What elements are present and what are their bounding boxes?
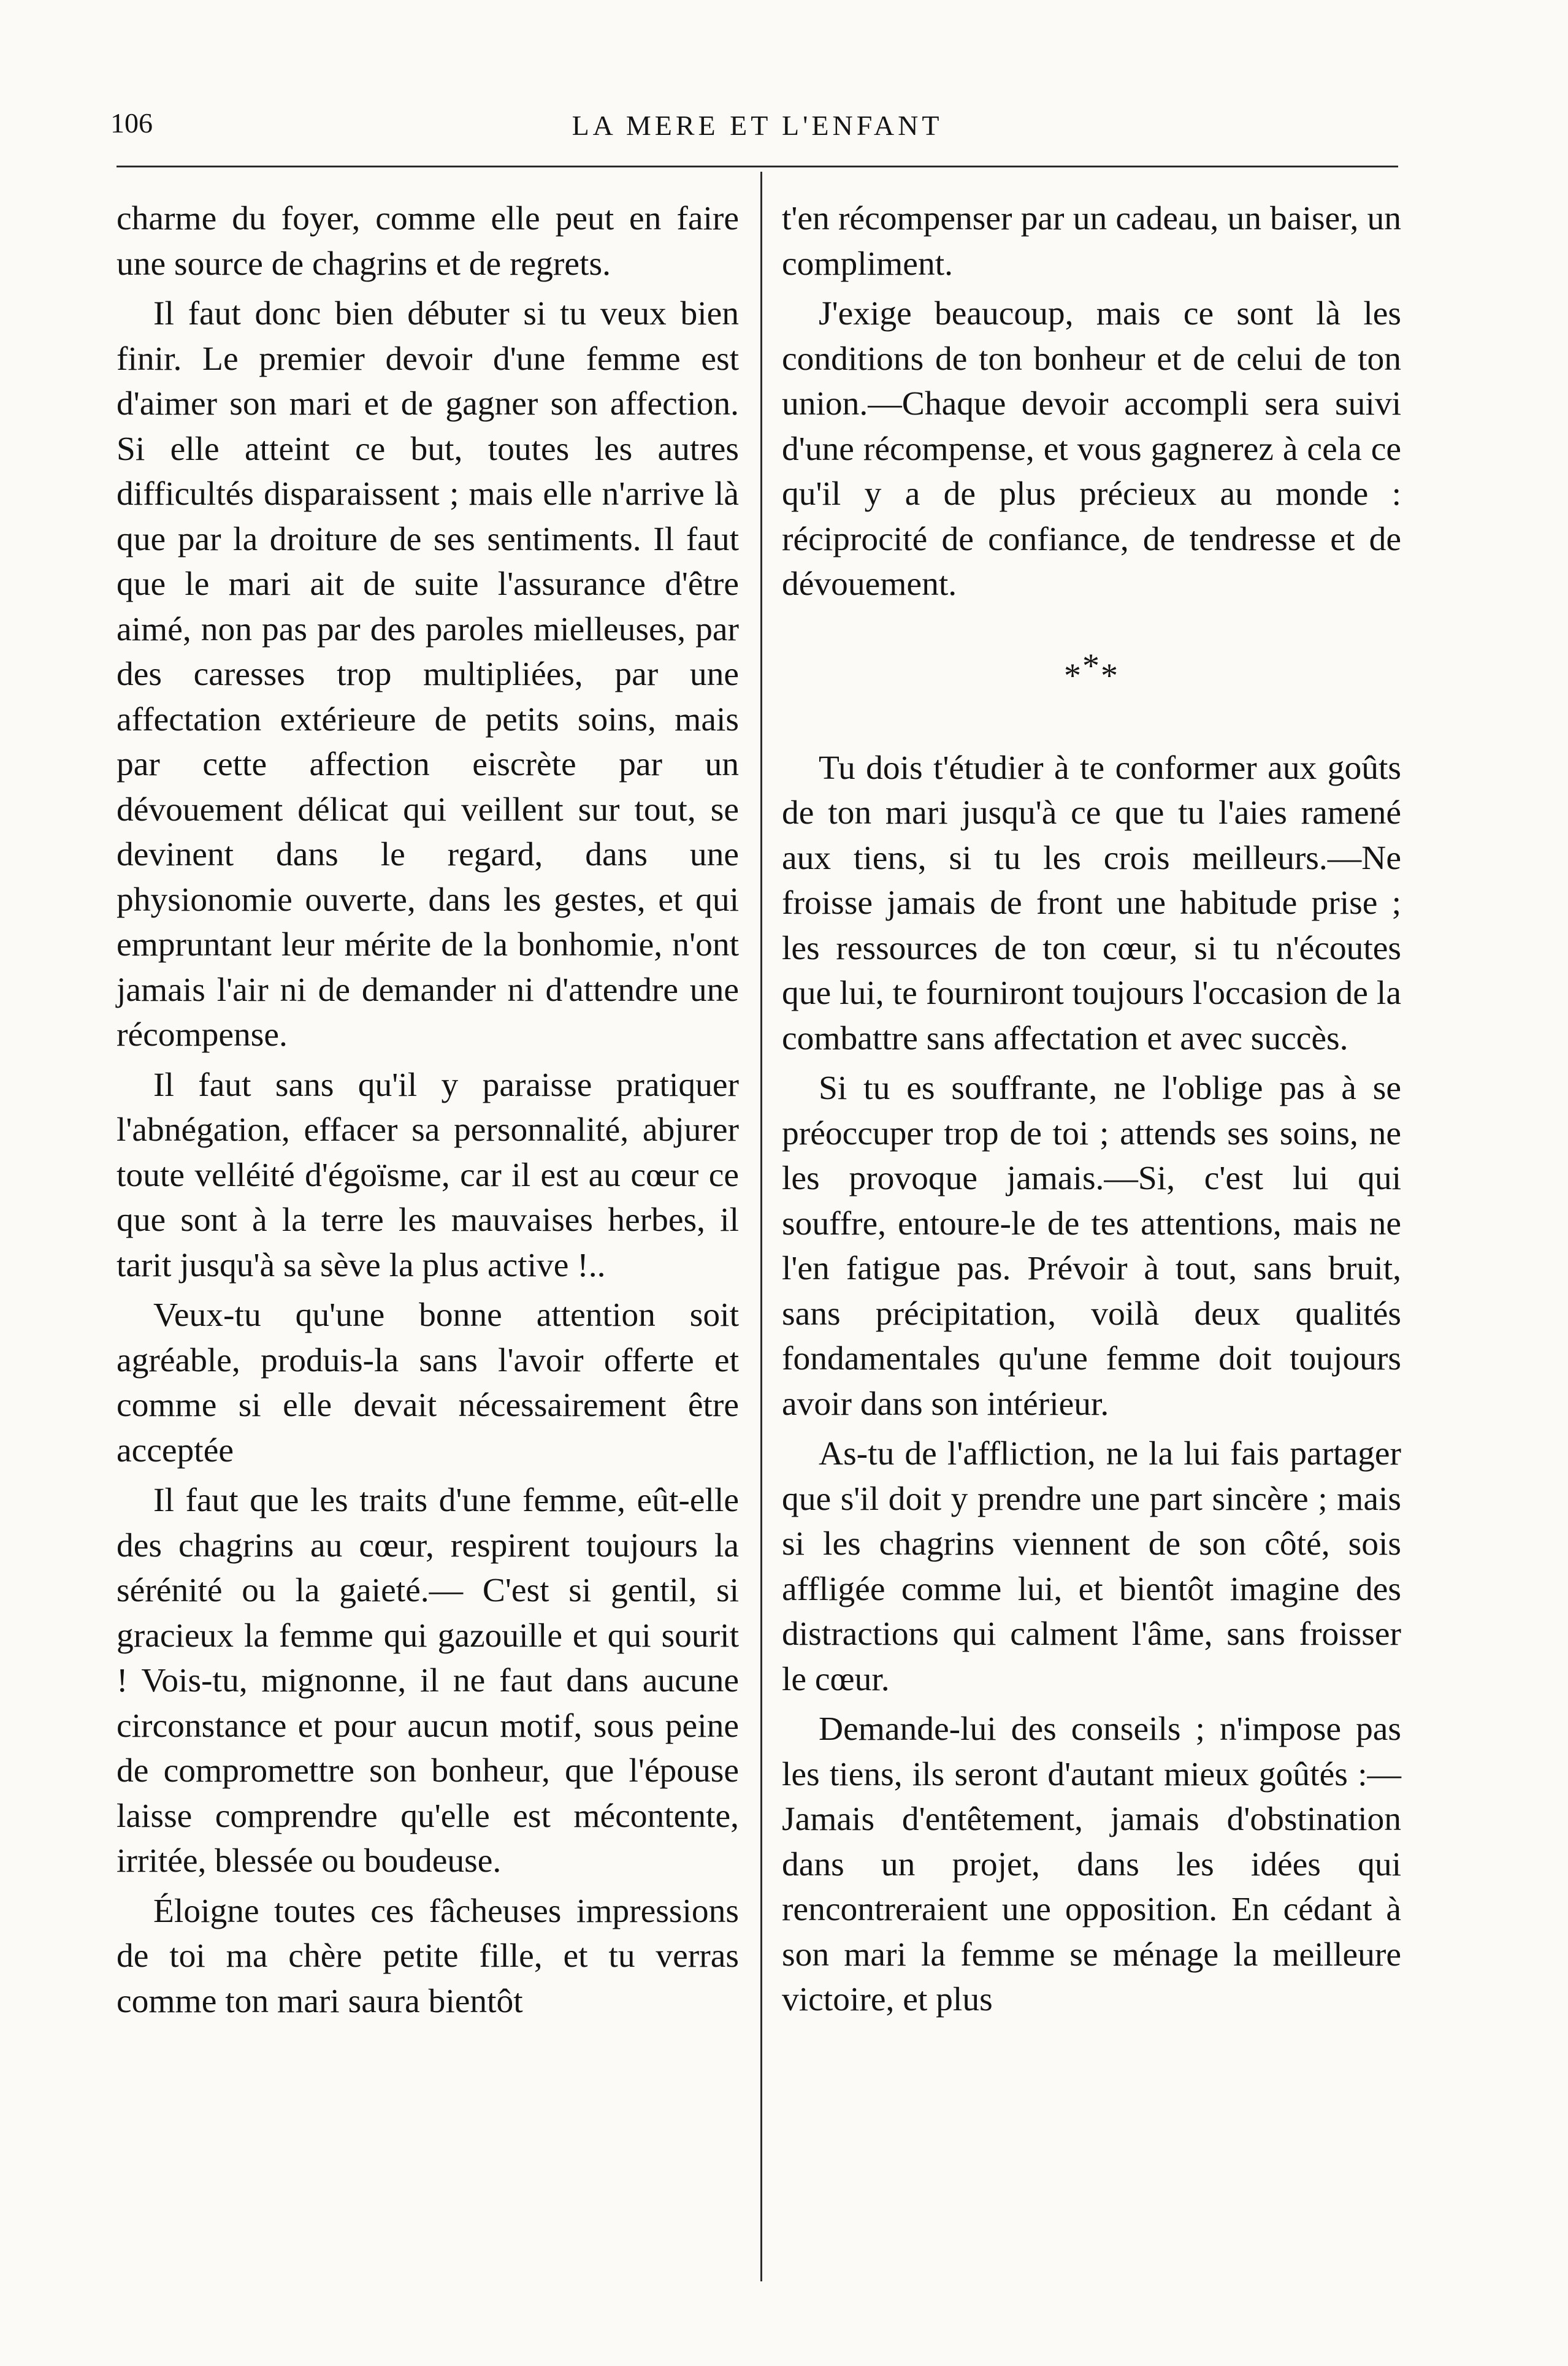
right-column <box>782 196 1401 2027</box>
page-number: 106 <box>110 107 153 139</box>
paragraph: charme du foyer, comme elle peut en faire une source de chagrins et de regrets. <box>117 200 739 283</box>
asterism-separator <box>782 646 1401 695</box>
paragraph: Il faut sans qu'il y paraisse pratiquer l'abnégation, effacer sa personnalité, abjurer toute velléité d'égoïsme, car il est au cœur ce que sont à la terre les mauvaises herbes, il tarit jusqu'à sa sève la plus active !.. <box>117 1066 739 1284</box>
paragraph: t'en récompenser par un cadeau, un baiser, un compliment. <box>782 200 1401 283</box>
separator-star: * <box>1064 656 1082 695</box>
paragraph: Éloigne toutes ces fâcheuses impressions de toi ma chère petite fille, et tu verras comme ton mari saura bientôt <box>117 1892 739 2020</box>
paragraph: As-tu de l'affliction, ne la lui fais partager que s'il doit y prendre une part sincère ; mais si les chagrins viennent de son côté, sois affligée comme lui, et bientôt imagine des distractions qui calment l'âme, sans froisser le cœur. <box>782 1435 1401 1698</box>
paragraph: Veux-tu qu'une bonne attention soit agréable, produis-la sans l'avoir offerte et comme si elle devait nécessairement être acceptée <box>117 1296 739 1469</box>
column-divider <box>760 172 762 2281</box>
page-header <box>110 104 1404 153</box>
paragraph: Demande-lui des conseils ; n'impose pas les tiens, ils seront d'autant mieux goûtés :—Jamais d'entêtement, jamais d'obstination dans un projet, dans les idées qui rencontreraient une opposition. En cédant à son mari la femme se ménage la meilleure victoire, et plus <box>782 1710 1401 2018</box>
paragraph: Il faut que les traits d'une femme, eût-elle des chagrins au cœur, respirent toujours la sérénité ou la gaieté.— C'est si gentil, si gracieux la femme qui gazouille et qui sourit ! Vois-tu, mignonne, il ne faut dans aucune circonstance et pour aucun motif, sous peine de compromettre son bonheur, que l'épouse laisse comprendre qu'elle est mécontente, irritée, blessée ou boudeuse. <box>117 1482 739 1880</box>
paragraph: Il faut donc bien débuter si tu veux bien finir. Le premier devoir d'une femme est d'aimer son mari et de gagner son affection. Si elle atteint ce but, toutes les autres difficultés disparaissent ; mais elle n'arrive là que par la droiture de ses sentiments. Il faut que le mari ait de suite l'assurance d'être aimé, non pas par des paroles mielleuses, par des caresses trop multipliées, par une affectation extérieure de petits soins, mais par cette affection eiscrète par un dévouement délicat qui veillent sur tout, se devinent dans le regard, dans une physionomie ouverte, dans les gestes, et qui empruntant leur mérite de la bonhomie, n'ont jamais l'air ni de demander ni d'attendre une récompense. <box>117 295 739 1054</box>
paragraph: Si tu es souffrante, ne l'oblige pas à se préoccuper trop de toi ; attends ses soins, ne les provoque jamais.—Si, c'est lui qui souffre, entoure-le de tes attentions, mais ne l'en fatigue pas. Prévoir à tout, sans bruit, sans précipitation, voilà deux qualités fondamentales qu'une femme doit toujours avoir dans son intérieur. <box>782 1070 1401 1423</box>
paragraph: J'exige beaucoup, mais ce sont là les conditions de ton bonheur et de celui de ton union.—Chaque devoir accompli sera suivi d'une récompense, et vous gagnerez à cela ce qu'il y a de plus précieux au monde : réciprocité de confiance, de tendresse et de dévouement. <box>782 295 1401 603</box>
paragraph: Tu dois t'étudier à te conformer aux goûts de ton mari jusqu'à ce que tu l'aies ramené aux tiens, si tu les crois meilleurs.—Ne froisse jamais de front une habitude prise ; les ressources de ton cœur, si tu n'écoutes que lui, te fourniront toujours l'occasion de la combattre sans affectation et avec succès. <box>782 749 1401 1057</box>
running-title: LA MERE ET L'ENFANT <box>572 110 943 141</box>
left-column <box>117 196 739 2029</box>
header-rule <box>117 166 1398 167</box>
separator-star: * <box>1082 646 1101 685</box>
separator-star: * <box>1101 656 1119 695</box>
